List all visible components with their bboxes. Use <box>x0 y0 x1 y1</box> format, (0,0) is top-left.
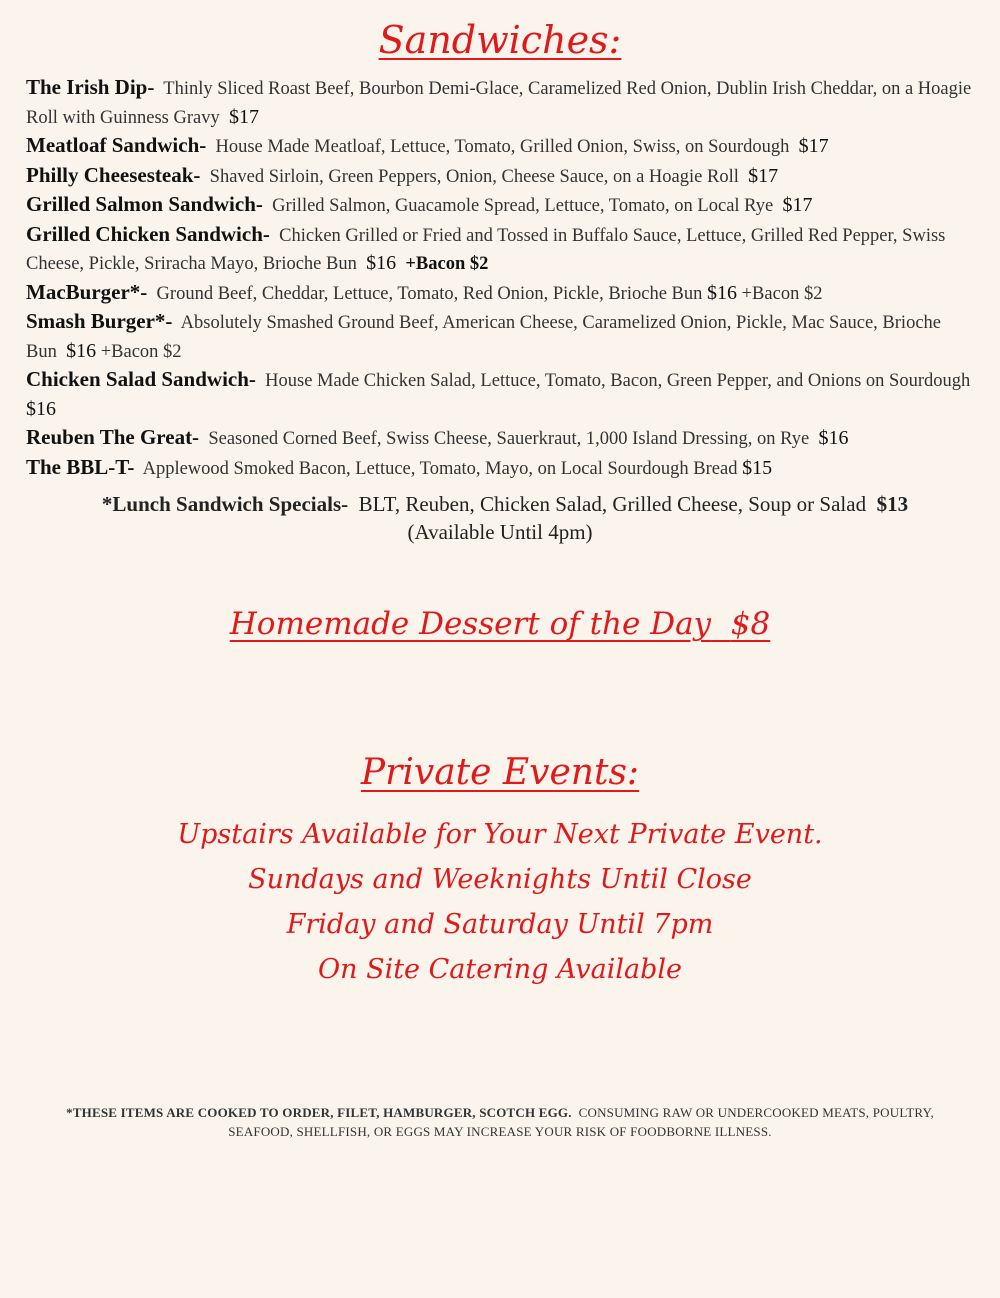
dessert-heading <box>0 606 1000 642</box>
item-price: $15 <box>742 456 773 479</box>
item-description: Applewood Smoked Bacon, Lettuce, Tomato, Mayo, on Local Sourdough Bread <box>142 458 738 479</box>
menu-item <box>26 454 978 484</box>
food-safety-disclaimer <box>40 1103 960 1141</box>
disclaimer-bold: *THESE ITEMS ARE COOKED TO ORDER, FILET, HAMBURGER, SCOTCH EGG. <box>66 1105 572 1120</box>
menu-item <box>26 74 978 132</box>
item-price: $16 <box>818 427 849 449</box>
menu-item <box>26 424 978 454</box>
menu-item <box>26 308 978 366</box>
specials-name: *Lunch Sandwich Specials- <box>101 492 349 516</box>
item-name: Chicken Salad Sandwich- <box>26 367 256 391</box>
menu-item <box>26 221 978 279</box>
item-name: Grilled Salmon Sandwich- <box>26 192 263 216</box>
events-line: Friday and Saturday Until 7pm <box>286 909 714 940</box>
sandwiches-heading: Sandwiches: <box>378 18 622 62</box>
item-price: $16 <box>707 281 737 304</box>
item-description: Chicken Grilled or Fried and Tossed in Buffalo Sauce, Lettuce, Grilled Red Pepper, Swiss Cheese, Pickle, Sriracha Mayo, Brioche Bun <box>26 225 946 274</box>
item-description: Ground Beef, Cheddar, Lettuce, Tomato, Red Onion, Pickle, Brioche Bun <box>156 283 703 304</box>
events-line: Sundays and Weeknights Until Close <box>248 864 752 895</box>
item-price: $17 <box>748 164 779 187</box>
item-name: Meatloaf Sandwich- <box>26 133 207 157</box>
item-price: $17 <box>798 135 829 157</box>
item-addon: +Bacon $2 <box>100 341 182 362</box>
item-price: $16 <box>366 252 397 274</box>
item-name: Smash Burger*- <box>26 309 173 333</box>
item-name: Grilled Chicken Sandwich- <box>26 221 270 246</box>
item-description: Thinly Sliced Roast Beef, Bourbon Demi-Glace, Caramelized Red Onion, Dublin Irish Cheddar, on a Hoagie Roll with Guinness Gravy <box>26 79 972 128</box>
item-name: The BBL-T- <box>26 454 135 479</box>
item-name: Philly Cheesesteak- <box>26 162 201 187</box>
item-description: Shaved Sirloin, Green Peppers, Onion, Cheese Sauce, on a Hoagie Roll <box>209 166 739 187</box>
item-addon: +Bacon $2 <box>741 283 823 304</box>
lunch-specials <box>0 490 1000 546</box>
private-events-details <box>0 812 1000 992</box>
dessert-price: $8 <box>730 606 771 642</box>
specials-line <box>0 490 1000 518</box>
item-name: Reuben The Great- <box>26 425 200 449</box>
dessert-label: Homemade Dessert of the Day <box>229 606 712 642</box>
private-events-heading: Private Events: <box>360 752 640 793</box>
item-description: Seasoned Corned Beef, Swiss Cheese, Sauerkraut, 1,000 Island Dressing, on Rye <box>208 429 810 449</box>
sandwich-list <box>26 74 978 483</box>
item-description: House Made Meatloaf, Lettuce, Tomato, Grilled Onion, Swiss, on Sourdough <box>215 137 790 157</box>
item-price: $17 <box>782 194 813 216</box>
menu-item <box>26 162 978 192</box>
item-description: Absolutely Smashed Ground Beef, American Cheese, Caramelized Onion, Pickle, Mac Sauce, Brioche Bun <box>26 313 941 362</box>
item-name: The Irish Dip- <box>26 75 155 99</box>
specials-description: BLT, Reuben, Chicken Salad, Grilled Cheese, Soup or Salad <box>358 492 867 516</box>
menu-item <box>26 279 978 309</box>
item-description: Grilled Salmon, Guacamole Spread, Lettuce, Tomato, on Local Rye <box>272 196 774 216</box>
item-price: $16 <box>66 339 97 362</box>
item-name: MacBurger*- <box>26 279 148 304</box>
specials-price: $13 <box>876 492 909 516</box>
disclaimer-text: CONSUMING RAW OR UNDERCOOKED MEATS, POULTRY, SEAFOOD, SHELLFISH, OR EGGS MAY INCREASE YOUR RISK OF FOODBORNE ILLNESS. <box>228 1105 934 1139</box>
item-price: $17 <box>228 105 259 128</box>
menu-item <box>26 191 978 221</box>
item-addon: +Bacon $2 <box>405 254 489 274</box>
specials-note: (Available Until 4pm) <box>407 520 593 544</box>
events-line: Upstairs Available for Your Next Private Event. <box>177 819 823 850</box>
menu-item <box>26 132 978 162</box>
menu-item <box>26 366 978 424</box>
item-description: House Made Chicken Salad, Lettuce, Tomato, Bacon, Green Pepper, and Onions on Sourdough <box>265 371 971 391</box>
events-line: On Site Catering Available <box>317 954 683 985</box>
item-price: $16 <box>26 397 56 420</box>
